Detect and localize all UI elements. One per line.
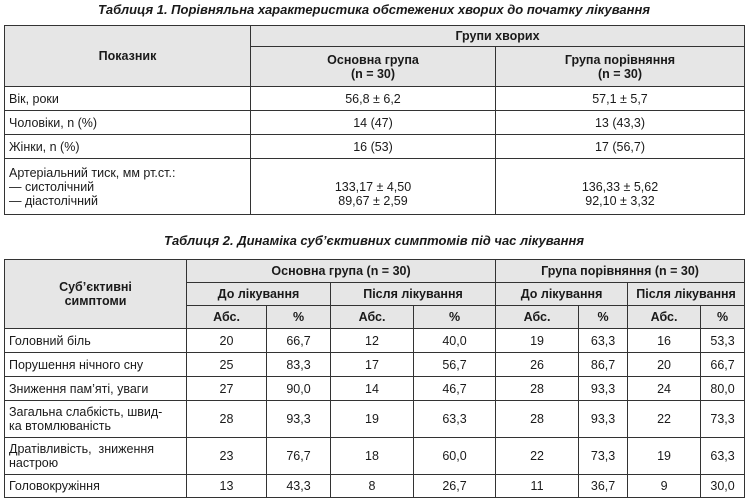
pct-value: 86,7 <box>579 353 628 377</box>
symptom-label-line1: Головний біль <box>9 333 91 348</box>
pct-value: 66,7 <box>267 329 331 353</box>
abs-value: 13 <box>187 475 267 498</box>
abs-header: Абс. <box>496 306 579 329</box>
table2-caption: Таблиця 2. Динаміка суб’єктивних симптомів під час лікування <box>164 233 584 248</box>
symptom-label-line1: Загальна слабкість, швид- <box>9 405 163 419</box>
row-label: Вік, роки <box>5 87 251 111</box>
table-row <box>5 111 745 135</box>
abs-value: 17 <box>331 353 414 377</box>
bp-label: Артеріальний тиск, мм рт.ст.: <box>9 165 176 180</box>
pct-value: 66,7 <box>701 353 745 377</box>
pct-value: 93,3 <box>267 401 331 438</box>
abs-value: 22 <box>496 438 579 475</box>
comparison-group-label: Група порівняння <box>564 52 676 67</box>
pct-value: 40,0 <box>414 329 496 353</box>
table-row <box>5 135 745 159</box>
abs-value: 28 <box>496 377 579 401</box>
symptom-label-line2: ка втомлюваність <box>9 419 111 433</box>
row-label: Чоловіки, n (%) <box>5 111 251 135</box>
table1-header-groups: Групи хворих <box>251 26 745 47</box>
pct-header: % <box>267 306 331 329</box>
table1-header-main-group <box>251 47 496 87</box>
pct-value: 83,3 <box>267 353 331 377</box>
table2-header-main-group: Основна група (n = 30) <box>187 260 496 283</box>
symptoms-header-line1: Суб’єктивні <box>59 280 132 294</box>
symptom-label-line1: Зниження пам’яті, уваги <box>9 381 149 396</box>
symptoms-header-line2: симптоми <box>64 294 127 308</box>
comparison-value: 13 (43,3) <box>496 111 745 135</box>
pct-value: 80,0 <box>701 377 745 401</box>
pct-value: 36,7 <box>579 475 628 498</box>
table2-header-comparison-group: Група порівняння (n = 30) <box>496 260 745 283</box>
row-label-blood-pressure <box>5 159 251 215</box>
pct-value: 53,3 <box>701 329 745 353</box>
table-row <box>5 329 745 353</box>
table-row <box>5 353 745 377</box>
pct-value: 60,0 <box>414 438 496 475</box>
main-bp-diastolic: 89,67 ± 2,59 <box>338 193 408 208</box>
abs-value: 25 <box>187 353 267 377</box>
abs-value: 12 <box>331 329 414 353</box>
abs-header: Абс. <box>628 306 701 329</box>
abs-value: 14 <box>331 377 414 401</box>
table-row <box>5 401 745 438</box>
symptom-label <box>5 475 187 498</box>
abs-value: 28 <box>187 401 267 438</box>
abs-value: 24 <box>628 377 701 401</box>
abs-value: 27 <box>187 377 267 401</box>
abs-value: 23 <box>187 438 267 475</box>
table-row <box>5 438 745 475</box>
abs-value: 9 <box>628 475 701 498</box>
main-group-n: (n = 30) <box>350 66 396 81</box>
abs-value: 16 <box>628 329 701 353</box>
table1-patient-characteristics <box>4 25 745 215</box>
table-row-blood-pressure <box>5 159 745 215</box>
pct-value: 56,7 <box>414 353 496 377</box>
abs-value: 20 <box>187 329 267 353</box>
pct-value: 76,7 <box>267 438 331 475</box>
pct-value: 90,0 <box>267 377 331 401</box>
pct-header: % <box>701 306 745 329</box>
comparison-before-header: До лікування <box>496 283 628 306</box>
table2-header-symptoms <box>5 260 187 329</box>
pct-value: 63,3 <box>579 329 628 353</box>
main-value: 14 (47) <box>251 111 496 135</box>
symptom-label <box>5 377 187 401</box>
abs-header: Абс. <box>187 306 267 329</box>
table1-caption: Таблиця 1. Порівняльна характеристика обстежених хворих до початку лікування <box>97 2 651 17</box>
abs-value: 11 <box>496 475 579 498</box>
row-label: Жінки, n (%) <box>5 135 251 159</box>
pct-value: 63,3 <box>414 401 496 438</box>
table2-symptom-dynamics <box>4 259 745 498</box>
symptom-label-line1: Головокружіння <box>9 479 100 493</box>
table1-header-comparison-group <box>496 47 745 87</box>
main-bp-values <box>251 159 496 215</box>
main-value: 56,8 ± 6,2 <box>251 87 496 111</box>
pct-value: 46,7 <box>414 377 496 401</box>
pct-value: 73,3 <box>579 438 628 475</box>
pct-value: 73,3 <box>701 401 745 438</box>
abs-value: 26 <box>496 353 579 377</box>
abs-value: 22 <box>628 401 701 438</box>
comparison-bp-systolic: 136,33 ± 5,62 <box>581 179 659 194</box>
bp-systolic-label: — систолічний <box>9 179 95 194</box>
pct-header: % <box>414 306 496 329</box>
symptom-label <box>5 438 187 475</box>
comparison-value: 57,1 ± 5,7 <box>496 87 745 111</box>
table-row <box>5 87 745 111</box>
abs-value: 8 <box>331 475 414 498</box>
abs-header: Абс. <box>331 306 414 329</box>
table-row <box>5 475 745 498</box>
table1-header-indicator: Показник <box>5 26 251 87</box>
pct-value: 93,3 <box>579 401 628 438</box>
pct-header: % <box>579 306 628 329</box>
abs-value: 28 <box>496 401 579 438</box>
abs-value: 20 <box>628 353 701 377</box>
main-value: 16 (53) <box>251 135 496 159</box>
comparison-after-header: Після лікування <box>628 283 745 306</box>
pct-value: 43,3 <box>267 475 331 498</box>
symptom-label <box>5 353 187 377</box>
abs-value: 18 <box>331 438 414 475</box>
comparison-bp-values <box>496 159 745 215</box>
symptom-label-line1: Порушення нічного сну <box>9 357 144 372</box>
main-bp-systolic: 133,17 ± 4,50 <box>334 179 412 194</box>
comparison-value: 17 (56,7) <box>496 135 745 159</box>
symptom-label <box>5 401 187 438</box>
symptom-label <box>5 329 187 353</box>
bp-diastolic-label: — діастолічний <box>9 193 98 208</box>
main-group-label: Основна група <box>327 52 419 67</box>
table-row <box>5 377 745 401</box>
comparison-bp-diastolic: 92,10 ± 3,32 <box>585 193 655 208</box>
abs-value: 19 <box>331 401 414 438</box>
abs-value: 19 <box>628 438 701 475</box>
main-after-header: Після лікування <box>331 283 496 306</box>
main-before-header: До лікування <box>187 283 331 306</box>
pct-value: 30,0 <box>701 475 745 498</box>
pct-value: 93,3 <box>579 377 628 401</box>
symptom-label-line2: настрою <box>9 456 59 470</box>
symptom-label-line1: Дратівливість, зниження <box>9 442 155 456</box>
pct-value: 26,7 <box>414 475 496 498</box>
pct-value: 63,3 <box>701 438 745 475</box>
comparison-group-n: (n = 30) <box>597 66 643 81</box>
abs-value: 19 <box>496 329 579 353</box>
